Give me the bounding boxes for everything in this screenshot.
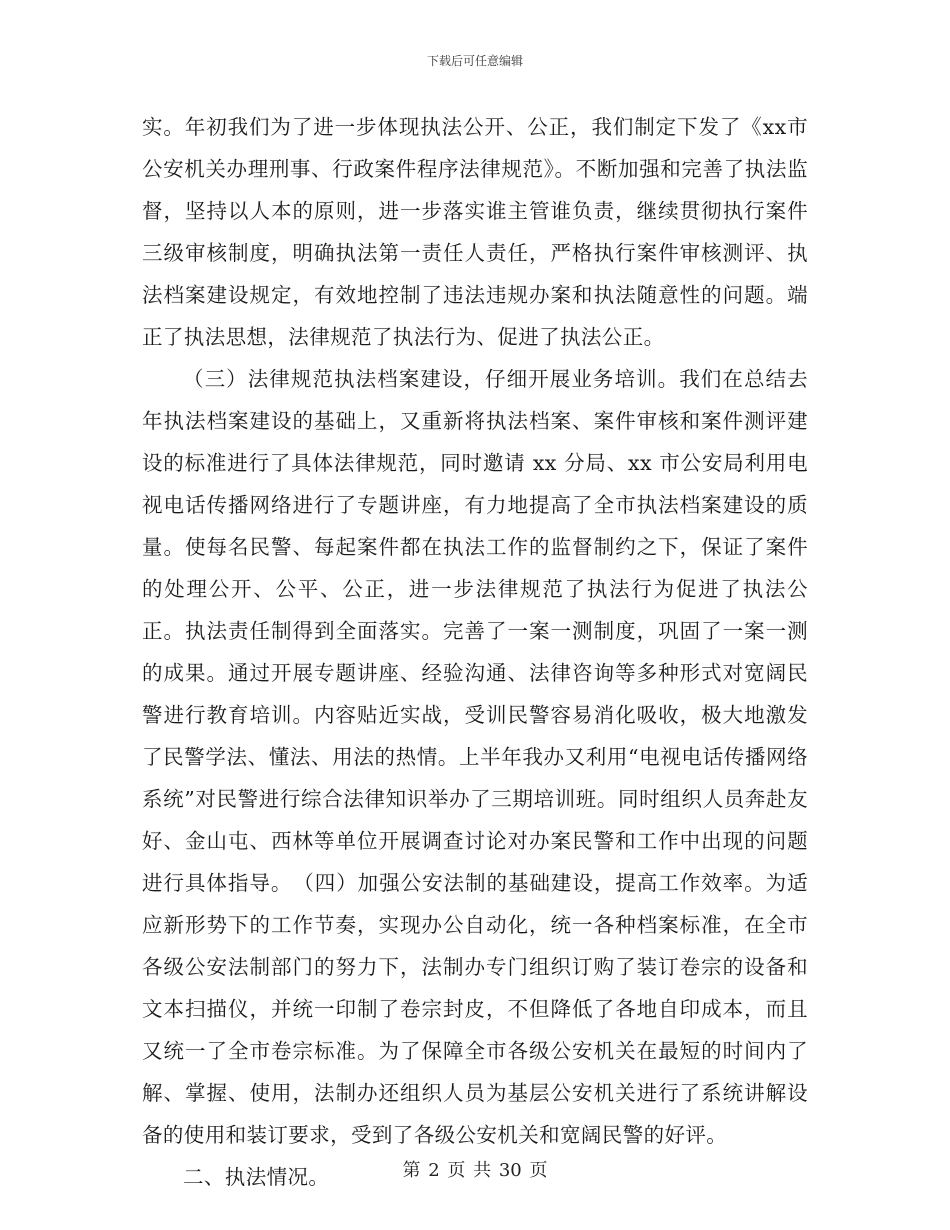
page-header: 下载后可任意编辑 (426, 54, 523, 68)
page-number: 第 2 页 共 30 页 (402, 1160, 548, 1181)
section-heading-enforcement: 二、执法情况。 (183, 1165, 330, 1189)
paragraph-section-three-four: （三）法律规范执法档案建设，仔细开展业务培训。我们在总结去年执法档案建设的基础上，又重新将执法档案、案件审核和案件测评建设的标准进行了具体法律规范，同时邀请 xx 分局、xx 市公安局利用电视电话传播网络进行了专题讲座，有力地提高了全市执法档案建设的质量。使每名民警、每起案件都在执法工作的监督制约之下，保证了案件的处理公开、公平、公正，进一步法律规范了执法行为促进了执法公正。执法责任制得到全面落实。完善了一案一测制度，巩固了一案一测的成果。通过开展专题讲座、经验沟通、法律咨询等多种形式对宽阔民警进行教育培训。内容贴近实战，受训民警容易消化吸收，极大地激发了民警学法、懂法、用法的热情。上半年我办又利用“电视电话传播网络系统”对民警进行综合法律知识举办了三期培训班。同时组织人员奔赴友好、金山屯、西林等单位开展调查讨论对办案民警和工作中出现的问题进行具体指导。 （四）加强公安法制的基础建设，提高工作效率。为适应新形势下的工作节奏，实现办公自动化，统一各种档案标准，在全市各级公安法制部门的努力下，法制办专门组织订购了装订卷宗的设备和文本扫描仪，并统一印制了卷宗封皮，不但降低了各地自印成本，而且又统一了全市卷宗标准。为了保障全市各级公安机关在最短的时间内了解、掌握、使用，法制办还组织人员为基层公安机关进行了系统讲解设备的使用和装订要求，受到了各级公安机关和宽阔民警的好评。 (142, 367, 808, 1147)
document-body (142, 106, 808, 1198)
paragraph-continuation: 实。年初我们为了进一步体现执法公开、公正，我们制定下发了《xx市公安机关办理刑事、行政案件程序法律规范》。不断加强和完善了执法监督，坚持以人本的原则，进一步落实谁主管谁负责，继续贯彻执行案件三级审核制度，明确执法第一责任人责任，严格执行案件审核测评、执法档案建设规定，有效地控制了违法违规办案和执法随意性的问题。端正了执法思想，法律规范了执法行为、促进了执法公正。 (142, 115, 808, 349)
